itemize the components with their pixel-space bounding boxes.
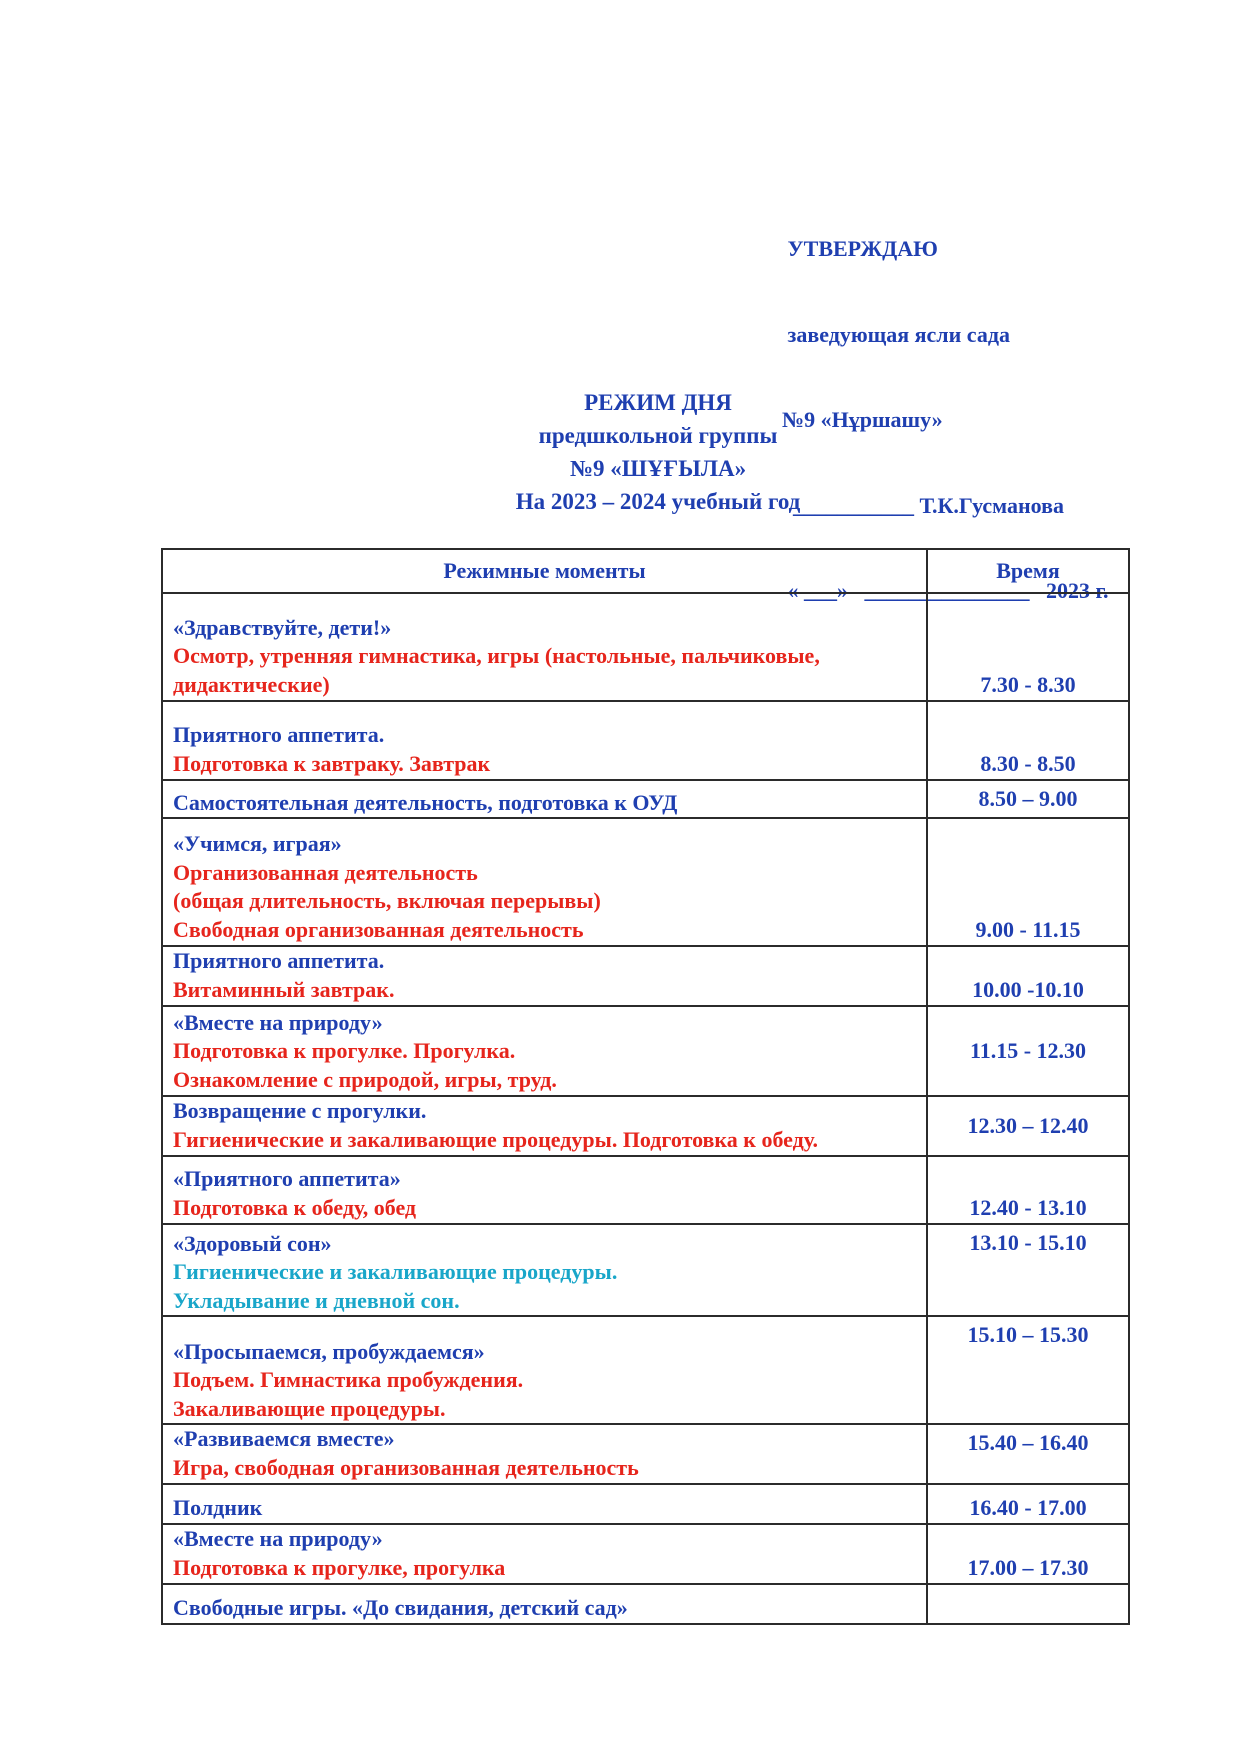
row-line: Подготовка к обеду, обед: [173, 1194, 417, 1220]
row-moments: [162, 1424, 927, 1484]
row-line: «Вместе на природу»: [173, 1526, 383, 1551]
row-moments: [162, 818, 927, 946]
row-line: Подготовка к прогулке. Прогулка.: [173, 1038, 516, 1063]
approval-line-position: заведующая ясли сада: [782, 321, 1010, 347]
row-moments: [162, 1156, 927, 1224]
table-row: [162, 780, 1129, 818]
table-row: [162, 1096, 1129, 1156]
table-row: [162, 1584, 1129, 1624]
row-moments: [162, 701, 927, 780]
table-row: [162, 946, 1129, 1006]
row-time: 8.50 – 9.00: [927, 780, 1129, 818]
row-line: Самостоятельная деятельность, подготовка к ОУД: [173, 789, 678, 815]
table-row: [162, 1224, 1129, 1316]
row-line: Свободная организованная деятельность: [173, 916, 584, 942]
title-line-3: №9 «ШҰҒЫЛА»: [569, 456, 747, 481]
row-moments: [162, 780, 927, 818]
row-time: 15.10 – 15.30: [927, 1316, 1129, 1424]
table-row: [162, 818, 1129, 946]
row-line: Закаливающие процедуры.: [173, 1395, 446, 1421]
row-time: 17.00 – 17.30: [927, 1524, 1129, 1584]
table-row: [162, 701, 1129, 780]
table-row: [162, 1316, 1129, 1424]
row-line: Приятного аппетита.: [173, 722, 385, 747]
row-line: «Здравствуйте, дети!»: [173, 614, 392, 640]
row-line: Организованная деятельность: [173, 859, 478, 885]
row-moments: [162, 1006, 927, 1096]
header-moments: Режимные моменты: [162, 549, 927, 593]
table-row: [162, 1424, 1129, 1484]
row-line: Игра, свободная организованная деятельность: [173, 1454, 639, 1480]
table-row: [162, 593, 1129, 701]
row-line: «Учимся, играя»: [173, 831, 342, 856]
row-line: Подготовка к завтраку. Завтрак: [173, 750, 491, 776]
approval-line-date: « ___» _______________ 2023 г.: [782, 578, 1109, 603]
schedule-body: [162, 593, 1129, 1624]
row-moments: [162, 1484, 927, 1524]
row-line: Витаминный завтрак.: [173, 976, 395, 1002]
row-moments: [162, 946, 927, 1006]
row-time: 8.30 - 8.50: [927, 701, 1129, 780]
row-line: Приятного аппетита.: [173, 948, 385, 973]
row-time: 12.40 - 13.10: [927, 1156, 1129, 1224]
approval-line-approve: УТВЕРЖДАЮ: [782, 236, 938, 261]
row-time: 7.30 - 8.30: [927, 593, 1129, 701]
row-line: «Просыпаемся, пробуждаемся»: [173, 1338, 485, 1364]
schedule-table: [161, 548, 1130, 1625]
row-moments: [162, 593, 927, 701]
row-line: Осмотр, утренняя гимнастика, игры (настольные, пальчиковые, дидактические): [173, 643, 820, 697]
table-row: [162, 1006, 1129, 1096]
row-line: Свободные игры. «До свидания, детский сад»: [173, 1594, 628, 1620]
row-time: 12.30 – 12.40: [927, 1096, 1129, 1156]
row-time: 9.00 - 11.15: [927, 818, 1129, 946]
row-time: 15.40 – 16.40: [927, 1424, 1129, 1484]
row-line: Гигиенические и закаливающие процедуры. Подготовка к обеду.: [173, 1126, 819, 1152]
approval-line-signature: ___________ Т.К.Гусманова: [782, 492, 1065, 518]
title-line-2: предшкольной группы: [538, 423, 778, 448]
row-time: 13.10 - 15.10: [927, 1224, 1129, 1316]
row-line: Возвращение с прогулки.: [173, 1098, 427, 1123]
row-line: Гигиенические и закаливающие процедуры.: [173, 1259, 618, 1284]
approval-line-institution: №9 «Нұршашу»: [782, 407, 943, 432]
row-line: Ознакомление с природой, игры, труд.: [173, 1066, 557, 1092]
table-row: [162, 1156, 1129, 1224]
document-title: [0, 386, 1241, 518]
row-time: 10.00 -10.10: [927, 946, 1129, 1006]
row-line: Подъем. Гимнастика пробуждения.: [173, 1367, 524, 1392]
title-line-4: На 2023 – 2024 учебный год: [515, 489, 801, 514]
row-line: Полдник: [173, 1494, 263, 1520]
table-row: [162, 1524, 1129, 1584]
row-moments: [162, 1524, 927, 1584]
table-header-row: [162, 549, 1129, 593]
row-moments: [162, 1096, 927, 1156]
row-line: «Здоровый сон»: [173, 1230, 332, 1256]
row-moments: [162, 1316, 927, 1424]
header-time: Время: [927, 549, 1129, 593]
row-moments: [162, 1584, 927, 1624]
row-time: 16.40 - 17.00: [927, 1484, 1129, 1524]
row-line: «Развиваемся вместе»: [173, 1426, 395, 1451]
row-moments: [162, 1224, 927, 1316]
row-line: «Вместе на природу»: [173, 1009, 383, 1035]
title-line-1: РЕЖИМ ДНЯ: [584, 390, 732, 415]
row-line: Укладывание и дневной сон.: [173, 1287, 460, 1313]
row-time: [927, 1584, 1129, 1624]
table-row: [162, 1484, 1129, 1524]
row-line: Подготовка к прогулке, прогулка: [173, 1554, 506, 1580]
row-line: (общая длительность, включая перерывы): [173, 888, 601, 913]
row-time: 11.15 - 12.30: [927, 1006, 1129, 1096]
row-line: «Приятного аппетита»: [173, 1166, 401, 1191]
